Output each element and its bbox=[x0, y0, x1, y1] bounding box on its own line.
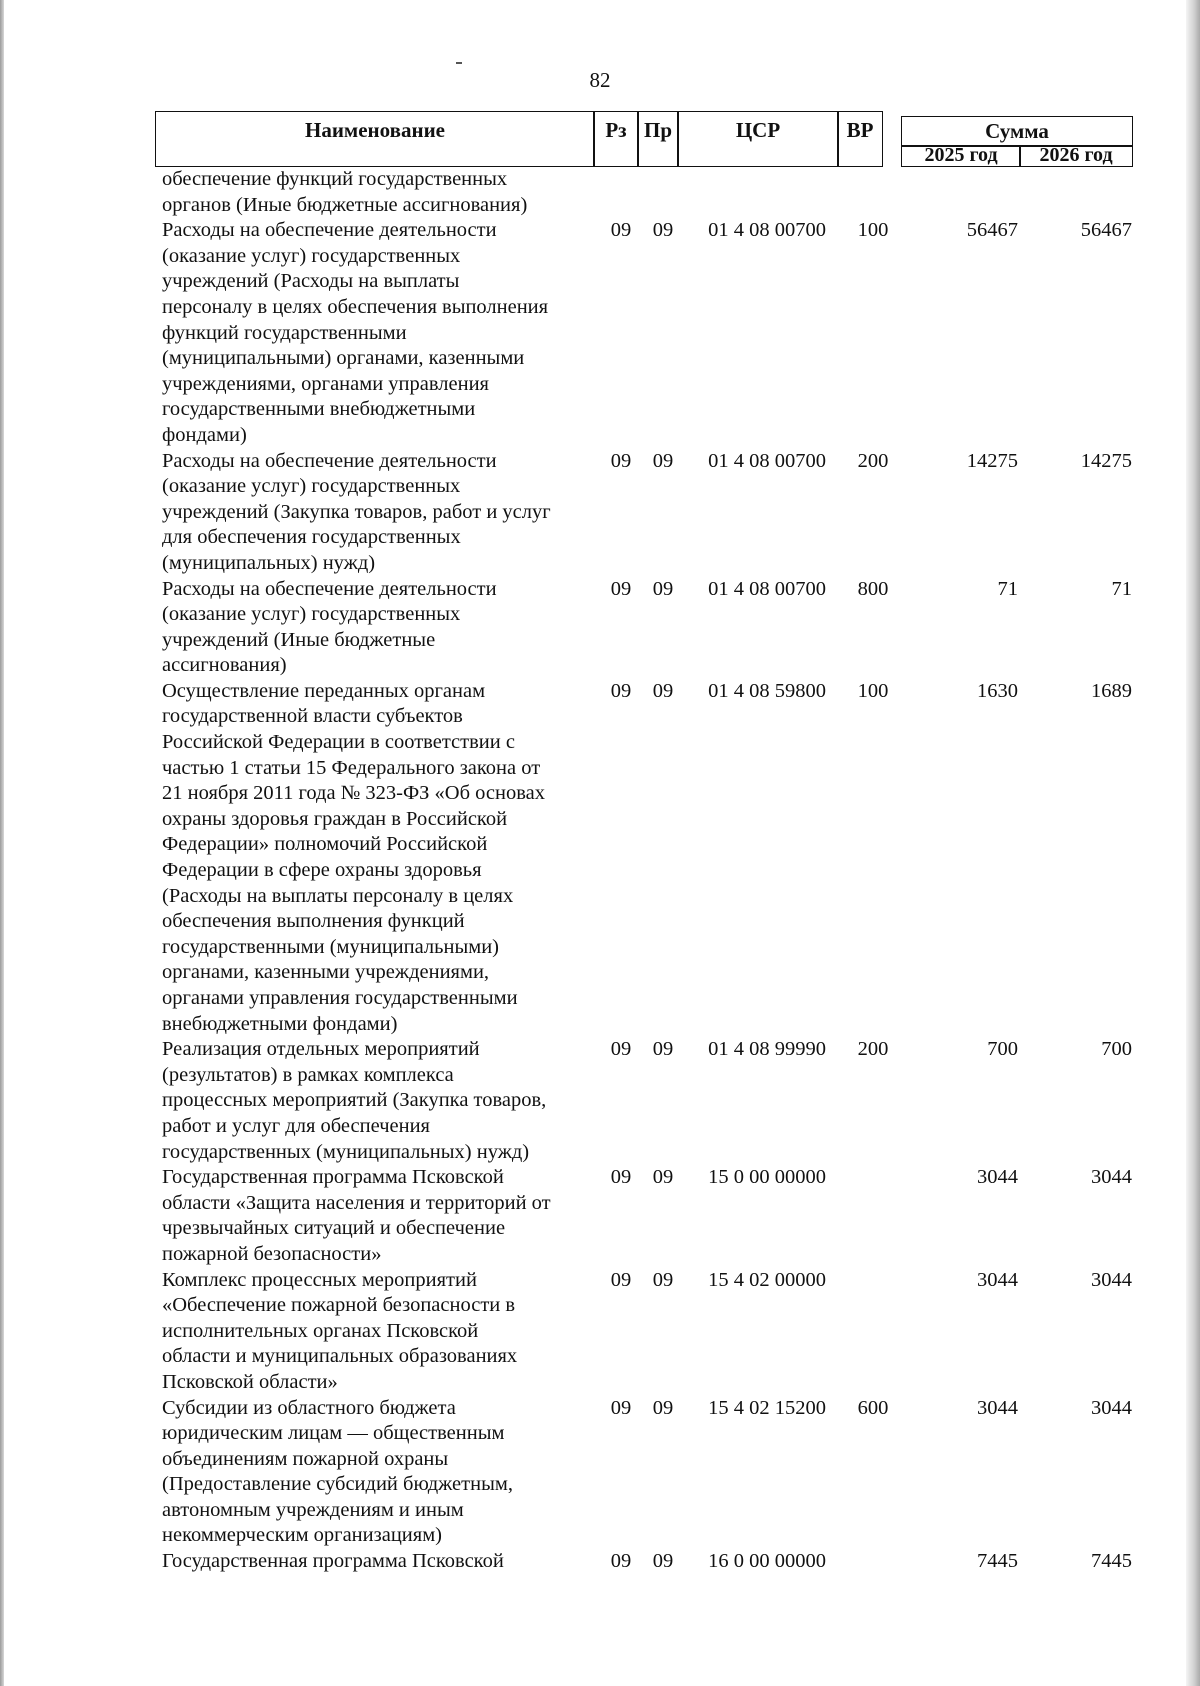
scan-left-edge bbox=[0, 0, 4, 1686]
row-name bbox=[162, 1396, 592, 1550]
row-rz: 09 bbox=[610, 1268, 632, 1291]
row-sum-2026: 700 bbox=[1101, 1038, 1132, 1061]
row-sum-2025: 71 bbox=[997, 577, 1018, 600]
row-name bbox=[162, 1268, 592, 1396]
row-name-line: ассигнования) bbox=[162, 654, 287, 677]
row-sum-2026: 1689 bbox=[1091, 679, 1132, 702]
row-rz: 09 bbox=[610, 219, 632, 242]
row-sum-2026: 14275 bbox=[1080, 449, 1132, 472]
row-name-line: учреждений (Расходы на выплаты bbox=[162, 270, 460, 293]
row-name-line: автономным учреждениям и иным bbox=[162, 1498, 464, 1521]
row-name bbox=[162, 218, 592, 448]
row-rz: 09 bbox=[610, 679, 632, 702]
row-name-line: (муниципальных) нужд) bbox=[162, 551, 376, 574]
row-sum-2025: 14275 bbox=[966, 449, 1018, 472]
header-pr: Пр bbox=[637, 111, 679, 167]
row-name-line: (Предоставление субсидий бюджетным, bbox=[162, 1473, 513, 1496]
row-name-line: Федерации» полномочий Российской bbox=[162, 833, 488, 856]
table-body bbox=[162, 167, 1142, 1575]
row-rz: 09 bbox=[610, 1396, 632, 1419]
row-name-line: исполнительных органах Псковской bbox=[162, 1319, 479, 1342]
row-sum-2025: 7445 bbox=[977, 1550, 1018, 1573]
row-sum-2026: 3044 bbox=[1091, 1166, 1132, 1189]
row-pr: 09 bbox=[652, 1396, 674, 1419]
row-name-line: обеспечения выполнения функций bbox=[162, 910, 465, 933]
row-csr: 01 4 08 00700 bbox=[708, 449, 826, 472]
row-pr: 09 bbox=[652, 219, 674, 242]
row-sum-2026: 56467 bbox=[1080, 219, 1132, 242]
row-name bbox=[162, 577, 592, 679]
table-row bbox=[162, 449, 1142, 577]
row-name bbox=[162, 1549, 592, 1575]
row-vr: 200 bbox=[857, 449, 889, 472]
row-name-line: Реализация отдельных мероприятий bbox=[162, 1038, 480, 1061]
row-sum-2025: 3044 bbox=[977, 1166, 1018, 1189]
header-year-2025: 2025 год bbox=[901, 145, 1021, 167]
row-csr: 15 0 00 00000 bbox=[708, 1166, 826, 1189]
row-pr: 09 bbox=[652, 449, 674, 472]
row-name bbox=[162, 1165, 592, 1267]
row-name-line: области и муниципальных образованиях bbox=[162, 1345, 518, 1368]
row-name-line: государственными внебюджетными bbox=[162, 398, 476, 421]
row-sum-2026: 7445 bbox=[1091, 1550, 1132, 1573]
row-csr: 01 4 08 99990 bbox=[708, 1038, 826, 1061]
header-vr: ВР bbox=[837, 111, 883, 167]
row-name-line: области «Защита населения и территорий от bbox=[162, 1191, 551, 1214]
row-name-line: «Обеспечение пожарной безопасности в bbox=[162, 1294, 516, 1317]
row-name-line: (оказание услуг) государственных bbox=[162, 244, 461, 267]
row-vr: 800 bbox=[857, 577, 889, 600]
header-rz: Рз bbox=[593, 111, 639, 167]
row-name-line: процессных мероприятий (Закупка товаров, bbox=[162, 1089, 547, 1112]
row-pr: 09 bbox=[652, 1038, 674, 1061]
row-name-line: некоммерческим организациям) bbox=[162, 1524, 442, 1547]
row-name-line: 21 ноября 2011 года № 323-ФЗ «Об основах bbox=[162, 782, 545, 805]
row-sum-2025: 3044 bbox=[977, 1396, 1018, 1419]
table-row bbox=[162, 1037, 1142, 1165]
row-name-line: Государственная программа Псковской bbox=[162, 1550, 504, 1573]
row-name-line: внебюджетными фондами) bbox=[162, 1012, 398, 1035]
row-sum-2026: 3044 bbox=[1091, 1396, 1132, 1419]
scan-speck bbox=[456, 62, 462, 64]
row-rz: 09 bbox=[610, 449, 632, 472]
row-vr: 600 bbox=[857, 1396, 889, 1419]
row-sum-2025: 1630 bbox=[977, 679, 1018, 702]
row-name-line: чрезвычайных ситуаций и обеспечение bbox=[162, 1217, 506, 1240]
row-sum-2025: 700 bbox=[987, 1038, 1018, 1061]
row-name-line: объединениям пожарной охраны bbox=[162, 1447, 449, 1470]
row-name-line: Государственная программа Псковской bbox=[162, 1166, 504, 1189]
row-name-line: работ и услуг для обеспечения bbox=[162, 1114, 430, 1137]
row-sum-2026: 71 bbox=[1111, 577, 1132, 600]
row-name-line: учреждений (Закупка товаров, работ и услуг bbox=[162, 500, 551, 523]
table-row bbox=[162, 1165, 1142, 1267]
row-name-line: учреждений (Иные бюджетные bbox=[162, 628, 436, 651]
row-name-line: государственных (муниципальных) нужд) bbox=[162, 1140, 530, 1163]
row-name-line: фондами) bbox=[162, 423, 247, 446]
table-row bbox=[162, 1396, 1142, 1550]
row-pr: 09 bbox=[652, 1166, 674, 1189]
row-pr: 09 bbox=[652, 1268, 674, 1291]
row-name-line: персоналу в целях обеспечения выполнения bbox=[162, 295, 549, 318]
row-rz: 09 bbox=[610, 1166, 632, 1189]
row-name-line: Российской Федерации в соответствии с bbox=[162, 731, 515, 754]
row-name-line: (муниципальными) органами, казенными bbox=[162, 347, 525, 370]
row-name bbox=[162, 167, 592, 218]
row-sum-2026: 3044 bbox=[1091, 1268, 1132, 1291]
header-name: Наименование bbox=[155, 111, 595, 167]
row-name-line: охраны здоровья граждан в Российской bbox=[162, 807, 508, 830]
row-pr: 09 bbox=[652, 1550, 674, 1573]
row-name-line: для обеспечения государственных bbox=[162, 526, 461, 549]
row-sum-2025: 56467 bbox=[966, 219, 1018, 242]
row-name bbox=[162, 1037, 592, 1165]
row-name-line: Осуществление переданных органам bbox=[162, 679, 486, 702]
scan-right-edge bbox=[1186, 0, 1200, 1686]
table-row bbox=[162, 1268, 1142, 1396]
row-csr: 16 0 00 00000 bbox=[708, 1550, 826, 1573]
row-name-line: Расходы на обеспечение деятельности bbox=[162, 449, 497, 472]
row-name-line: органов (Иные бюджетные ассигнования) bbox=[162, 193, 528, 216]
row-name-line: юридическим лицам — общественным bbox=[162, 1422, 505, 1445]
row-vr: 100 bbox=[857, 219, 889, 242]
row-name-line: (результатов) в рамках комплекса bbox=[162, 1063, 454, 1086]
row-name-line: обеспечение функций государственных bbox=[162, 168, 508, 190]
row-csr: 01 4 08 00700 bbox=[708, 577, 826, 600]
row-sum-2025: 3044 bbox=[977, 1268, 1018, 1291]
header-csr: ЦСР bbox=[677, 111, 839, 167]
row-name-line: органами, казенными учреждениями, bbox=[162, 961, 490, 984]
row-name-line: Субсидии из областного бюджета bbox=[162, 1396, 456, 1419]
row-name-line: Расходы на обеспечение деятельности bbox=[162, 577, 497, 600]
table-row bbox=[162, 577, 1142, 679]
row-name-line: (Расходы на выплаты персоналу в целях bbox=[162, 884, 514, 907]
row-vr: 100 bbox=[857, 679, 889, 702]
row-csr: 01 4 08 00700 bbox=[708, 219, 826, 242]
row-name-line: функций государственными bbox=[162, 321, 407, 344]
row-pr: 09 bbox=[652, 679, 674, 702]
row-name-line: Комплекс процессных мероприятий bbox=[162, 1268, 477, 1291]
row-name-line: учреждениями, органами управления bbox=[162, 372, 489, 395]
row-rz: 09 bbox=[610, 1550, 632, 1573]
header-year-2026: 2026 год bbox=[1019, 145, 1133, 167]
table-row bbox=[162, 1549, 1142, 1575]
table-row bbox=[162, 218, 1142, 448]
row-name bbox=[162, 449, 592, 577]
row-name-line: Псковской области» bbox=[162, 1370, 338, 1393]
row-name bbox=[162, 679, 592, 1037]
row-csr: 15 4 02 15200 bbox=[708, 1396, 826, 1419]
row-pr: 09 bbox=[652, 577, 674, 600]
row-rz: 09 bbox=[610, 1038, 632, 1061]
table-row bbox=[162, 167, 1142, 218]
page-number: 82 bbox=[589, 68, 611, 92]
header-sum: Сумма bbox=[901, 116, 1133, 147]
row-rz: 09 bbox=[610, 577, 632, 600]
row-name-line: (оказание услуг) государственных bbox=[162, 603, 461, 626]
table-row bbox=[162, 679, 1142, 1037]
row-name-line: частью 1 статьи 15 Федерального закона от bbox=[162, 756, 541, 779]
row-vr: 200 bbox=[857, 1038, 889, 1061]
table-header bbox=[155, 111, 1133, 167]
row-name-line: государственными (муниципальными) bbox=[162, 935, 499, 958]
row-csr: 15 4 02 00000 bbox=[708, 1268, 826, 1291]
row-name-line: органами управления государственными bbox=[162, 987, 518, 1009]
row-name-line: Федерации в сфере охраны здоровья bbox=[162, 859, 482, 882]
row-name-line: государственной власти субъектов bbox=[162, 705, 463, 728]
row-name-line: (оказание услуг) государственных bbox=[162, 475, 461, 498]
row-csr: 01 4 08 59800 bbox=[708, 679, 826, 702]
row-name-line: пожарной безопасности» bbox=[162, 1242, 382, 1265]
row-name-line: Расходы на обеспечение деятельности bbox=[162, 219, 497, 242]
